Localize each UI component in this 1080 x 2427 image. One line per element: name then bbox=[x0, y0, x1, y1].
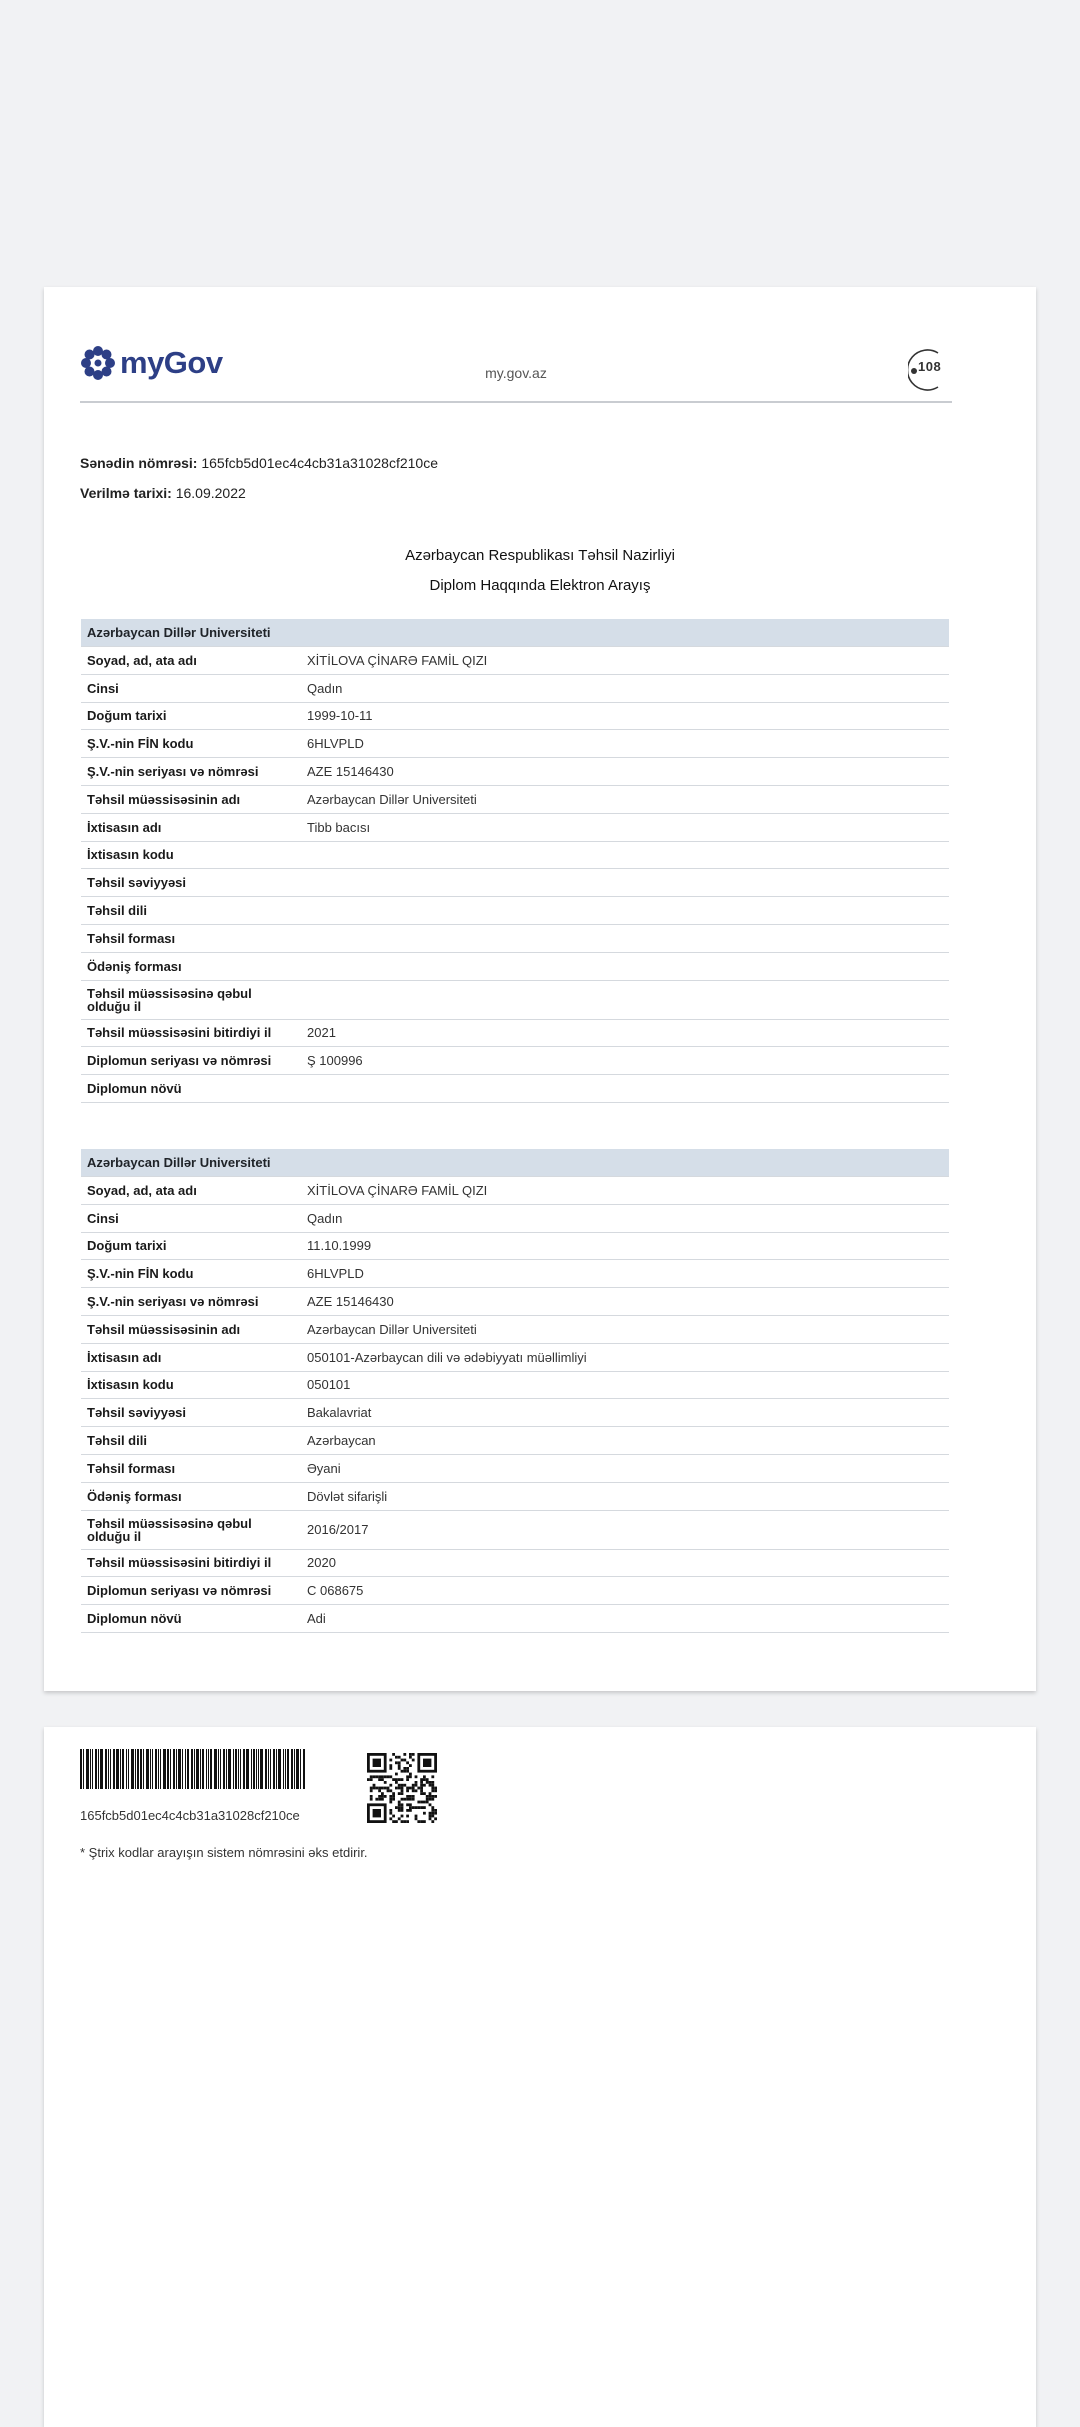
field-value: Ş 100996 bbox=[301, 1047, 949, 1075]
barcode-bar bbox=[163, 1749, 166, 1789]
barcode-bar bbox=[90, 1749, 91, 1789]
barcode-bar bbox=[128, 1749, 129, 1789]
field-value: XİTİLOVA ÇİNARƏ FAMİL QIZI bbox=[301, 1177, 949, 1205]
document-page-2 bbox=[44, 1727, 1036, 2427]
field-label: Cinsi bbox=[81, 674, 301, 702]
barcode-bar bbox=[270, 1749, 271, 1789]
barcode-bar bbox=[287, 1749, 289, 1789]
barcode-bar bbox=[210, 1749, 212, 1789]
barcode-bar bbox=[206, 1749, 207, 1789]
table-row bbox=[81, 952, 949, 980]
barcode-bar bbox=[140, 1749, 142, 1789]
field-value: Azərbaycan Dillər Universiteti bbox=[301, 785, 949, 813]
field-value: Qadın bbox=[301, 1204, 949, 1232]
field-value: 050101 bbox=[301, 1371, 949, 1399]
document-number-line bbox=[80, 455, 438, 471]
barcode-bar bbox=[167, 1749, 169, 1789]
table-row bbox=[81, 897, 949, 925]
document-number-label: Sənədin nömrəsi: bbox=[80, 455, 198, 471]
barcode-bar bbox=[178, 1749, 181, 1789]
barcode-bar bbox=[296, 1749, 299, 1789]
field-value: Tibb bacısı bbox=[301, 813, 949, 841]
barcode-bar bbox=[228, 1749, 231, 1789]
barcode-bar bbox=[173, 1749, 175, 1789]
barcode-bar bbox=[116, 1749, 119, 1789]
barcode-bar bbox=[265, 1749, 267, 1789]
table-row bbox=[81, 674, 949, 702]
barcode-bar bbox=[196, 1749, 199, 1789]
table-row bbox=[81, 1427, 949, 1455]
field-value: Adi bbox=[301, 1605, 949, 1633]
field-label: Təhsil müəssisəsinin adı bbox=[81, 785, 301, 813]
table-row bbox=[81, 1260, 949, 1288]
barcode-bar bbox=[218, 1749, 219, 1789]
table-row bbox=[81, 1510, 949, 1549]
barcode-bar bbox=[191, 1749, 193, 1789]
field-value bbox=[301, 869, 949, 897]
barcode-note: * Ştrix kodlar arayışın sistem nömrəsini əks etdirir. bbox=[80, 1845, 368, 1860]
field-value: Bakalavriat bbox=[301, 1399, 949, 1427]
barcode-bar bbox=[158, 1749, 159, 1789]
table-row bbox=[81, 869, 949, 897]
table-row bbox=[81, 1399, 949, 1427]
field-value: 6HLVPLD bbox=[301, 730, 949, 758]
field-value: AZE 15146430 bbox=[301, 1288, 949, 1316]
field-value bbox=[301, 897, 949, 925]
table-row bbox=[81, 1177, 949, 1205]
field-label: Doğum tarixi bbox=[81, 702, 301, 730]
barcode-bar bbox=[246, 1749, 249, 1789]
field-label: Təhsil dili bbox=[81, 897, 301, 925]
barcode-bar bbox=[253, 1749, 255, 1789]
barcode-bar bbox=[235, 1749, 237, 1789]
field-label: İxtisasın adı bbox=[81, 1343, 301, 1371]
field-value: 1999-10-11 bbox=[301, 702, 949, 730]
logo-text: myGov bbox=[120, 345, 223, 380]
field-label: Diplomun növü bbox=[81, 1075, 301, 1103]
diploma-table-2 bbox=[81, 1149, 949, 1633]
barcode-bar bbox=[214, 1749, 217, 1789]
field-value bbox=[301, 952, 949, 980]
field-value bbox=[301, 841, 949, 869]
table-row bbox=[81, 980, 949, 1019]
field-label: Ş.V.-nin FİN kodu bbox=[81, 1260, 301, 1288]
hotline-badge bbox=[908, 347, 952, 391]
barcode-bar bbox=[202, 1749, 204, 1789]
ministry-title: Azərbaycan Respublikası Təhsil Nazirliyi bbox=[405, 547, 675, 564]
field-value: Azərbaycan bbox=[301, 1427, 949, 1455]
document-page-1 bbox=[44, 287, 1036, 1691]
field-label: İxtisasın adı bbox=[81, 813, 301, 841]
issue-date-line bbox=[80, 485, 246, 501]
field-value: Əyani bbox=[301, 1454, 949, 1482]
field-label: Doğum tarixi bbox=[81, 1232, 301, 1260]
barcode-bar bbox=[122, 1749, 124, 1789]
field-label: Ödəniş forması bbox=[81, 1482, 301, 1510]
field-label: Ş.V.-nin seriyası və nömrəsi bbox=[81, 758, 301, 786]
table-row bbox=[81, 1232, 949, 1260]
table-row bbox=[81, 702, 949, 730]
table-row bbox=[81, 924, 949, 952]
barcode-bar bbox=[80, 1749, 82, 1789]
barcode-bar bbox=[226, 1749, 227, 1789]
barcode-bar bbox=[131, 1749, 134, 1789]
field-label: Soyad, ad, ata adı bbox=[81, 1177, 301, 1205]
field-value bbox=[301, 1075, 949, 1103]
field-label: Təhsil forması bbox=[81, 924, 301, 952]
university-header: Azərbaycan Dillər Universiteti bbox=[81, 619, 949, 647]
table-row bbox=[81, 1549, 949, 1577]
barcode-bar bbox=[303, 1749, 305, 1789]
barcode-bar bbox=[100, 1749, 103, 1789]
barcode-bar bbox=[152, 1749, 153, 1789]
barcode-bar bbox=[120, 1749, 121, 1789]
field-value: 2020 bbox=[301, 1549, 949, 1577]
field-label: Təhsil müəssisəsinin adı bbox=[81, 1315, 301, 1343]
barcode-bar bbox=[185, 1749, 186, 1789]
field-value: Azərbaycan Dillər Universiteti bbox=[301, 1315, 949, 1343]
barcode-bar bbox=[155, 1749, 157, 1789]
barcode-bar bbox=[98, 1749, 99, 1789]
field-label: Təhsil səviyyəsi bbox=[81, 869, 301, 897]
barcode-bar bbox=[110, 1749, 111, 1789]
barcode-bar bbox=[208, 1749, 209, 1789]
field-label: Təhsil forması bbox=[81, 1454, 301, 1482]
barcode-bar bbox=[92, 1749, 93, 1789]
field-label: Ş.V.-nin FİN kodu bbox=[81, 730, 301, 758]
barcode-bar bbox=[278, 1749, 281, 1789]
table-row bbox=[81, 1315, 949, 1343]
barcode-bar bbox=[176, 1749, 177, 1789]
field-label: Ödəniş forması bbox=[81, 952, 301, 980]
field-label: Təhsil müəssisəsini bitirdiyi il bbox=[81, 1019, 301, 1047]
table-row bbox=[81, 1288, 949, 1316]
barcode-bar bbox=[108, 1749, 109, 1789]
barcode-bar bbox=[276, 1749, 277, 1789]
document-header bbox=[80, 343, 952, 403]
table-row bbox=[81, 1343, 949, 1371]
field-value bbox=[301, 980, 949, 1019]
field-label: Təhsil müəssisəsinə qəbul olduğu il bbox=[81, 980, 301, 1019]
field-value: 050101-Azərbaycan dili və ədəbiyyatı müəllimliyi bbox=[301, 1343, 949, 1371]
table-row bbox=[81, 1454, 949, 1482]
diploma-table-1 bbox=[81, 619, 949, 1103]
table-row bbox=[81, 1047, 949, 1075]
barcode-bar bbox=[95, 1749, 97, 1789]
document-title: Diplom Haqqında Elektron Arayış bbox=[429, 577, 651, 594]
barcode-bar bbox=[294, 1749, 295, 1789]
field-label: Diplomun növü bbox=[81, 1605, 301, 1633]
field-label: Soyad, ad, ata adı bbox=[81, 647, 301, 675]
table-row bbox=[81, 1204, 949, 1232]
field-label: Təhsil səviyyəsi bbox=[81, 1399, 301, 1427]
field-value: 2016/2017 bbox=[301, 1510, 949, 1549]
barcode-bar bbox=[150, 1749, 151, 1789]
barcode-bar bbox=[233, 1749, 234, 1789]
field-value: 11.10.1999 bbox=[301, 1232, 949, 1260]
barcode-bar bbox=[105, 1749, 107, 1789]
document-number: 165fcb5d01ec4c4cb31a31028cf210ce bbox=[201, 455, 439, 471]
barcode-bar bbox=[238, 1749, 239, 1789]
university-header: Azərbaycan Dillər Universiteti bbox=[81, 1149, 949, 1177]
table-row bbox=[81, 758, 949, 786]
barcode-bar bbox=[187, 1749, 189, 1789]
field-value: 6HLVPLD bbox=[301, 1260, 949, 1288]
table-row bbox=[81, 1605, 949, 1633]
field-label: Diplomun seriyası və nömrəsi bbox=[81, 1577, 301, 1605]
barcode-bar bbox=[258, 1749, 259, 1789]
barcode-bar bbox=[256, 1749, 257, 1789]
field-value: Qadın bbox=[301, 674, 949, 702]
table-row bbox=[81, 647, 949, 675]
barcode-bar bbox=[300, 1749, 301, 1789]
field-value: 2021 bbox=[301, 1019, 949, 1047]
barcode-bar bbox=[113, 1749, 115, 1789]
field-value: AZE 15146430 bbox=[301, 758, 949, 786]
table-row bbox=[81, 841, 949, 869]
hotline-number: 108 bbox=[918, 359, 942, 374]
barcode-text: 165fcb5d01ec4c4cb31a31028cf210ce bbox=[80, 1808, 300, 1823]
table-row bbox=[81, 730, 949, 758]
field-label: İxtisasın kodu bbox=[81, 1371, 301, 1399]
field-label: Cinsi bbox=[81, 1204, 301, 1232]
table-row bbox=[81, 1482, 949, 1510]
table-row bbox=[81, 1019, 949, 1047]
barcode-bar bbox=[283, 1749, 284, 1789]
table-row bbox=[81, 813, 949, 841]
barcode-bar bbox=[223, 1749, 225, 1789]
barcode-bar bbox=[83, 1749, 84, 1789]
field-value: Dövlət sifarişli bbox=[301, 1482, 949, 1510]
barcode-bar bbox=[285, 1749, 286, 1789]
barcode-bar bbox=[160, 1749, 161, 1789]
barcode-bar bbox=[126, 1749, 127, 1789]
barcode-bar bbox=[137, 1749, 139, 1789]
barcode-bar bbox=[86, 1749, 89, 1789]
barcode-bar bbox=[291, 1749, 293, 1789]
table-row bbox=[81, 1371, 949, 1399]
barcode-bar bbox=[135, 1749, 136, 1789]
table-row bbox=[81, 1577, 949, 1605]
barcode-bar bbox=[194, 1749, 195, 1789]
table-row bbox=[81, 1075, 949, 1103]
table-row bbox=[81, 785, 949, 813]
field-label: Təhsil müəssisəsini bitirdiyi il bbox=[81, 1549, 301, 1577]
qr-code bbox=[367, 1753, 437, 1823]
barcode-bar bbox=[240, 1749, 241, 1789]
barcode-bar bbox=[146, 1749, 149, 1789]
field-label: Təhsil müəssisəsinə qəbul olduğu il bbox=[81, 1510, 301, 1549]
barcode-bar bbox=[243, 1749, 245, 1789]
field-label: Təhsil dili bbox=[81, 1427, 301, 1455]
barcode-bar bbox=[143, 1749, 144, 1789]
barcode-bar bbox=[220, 1749, 221, 1789]
barcode-bar bbox=[251, 1749, 252, 1789]
barcode bbox=[80, 1749, 362, 1789]
issue-date: 16.09.2022 bbox=[175, 485, 246, 501]
barcode-bar bbox=[200, 1749, 201, 1789]
issue-date-label: Verilmə tarixi: bbox=[80, 485, 172, 501]
barcode-bar bbox=[260, 1749, 263, 1789]
site-url[interactable]: my.gov.az bbox=[485, 365, 547, 381]
barcode-bar bbox=[273, 1749, 275, 1789]
barcode-bar bbox=[182, 1749, 183, 1789]
field-value bbox=[301, 924, 949, 952]
field-label: Ş.V.-nin seriyası və nömrəsi bbox=[81, 1288, 301, 1316]
field-value: C 068675 bbox=[301, 1577, 949, 1605]
barcode-bar bbox=[268, 1749, 269, 1789]
barcode-bar bbox=[170, 1749, 171, 1789]
field-label: Diplomun seriyası və nömrəsi bbox=[81, 1047, 301, 1075]
field-value: XİTİLOVA ÇİNARƏ FAMİL QIZI bbox=[301, 647, 949, 675]
field-label: İxtisasın kodu bbox=[81, 841, 301, 869]
